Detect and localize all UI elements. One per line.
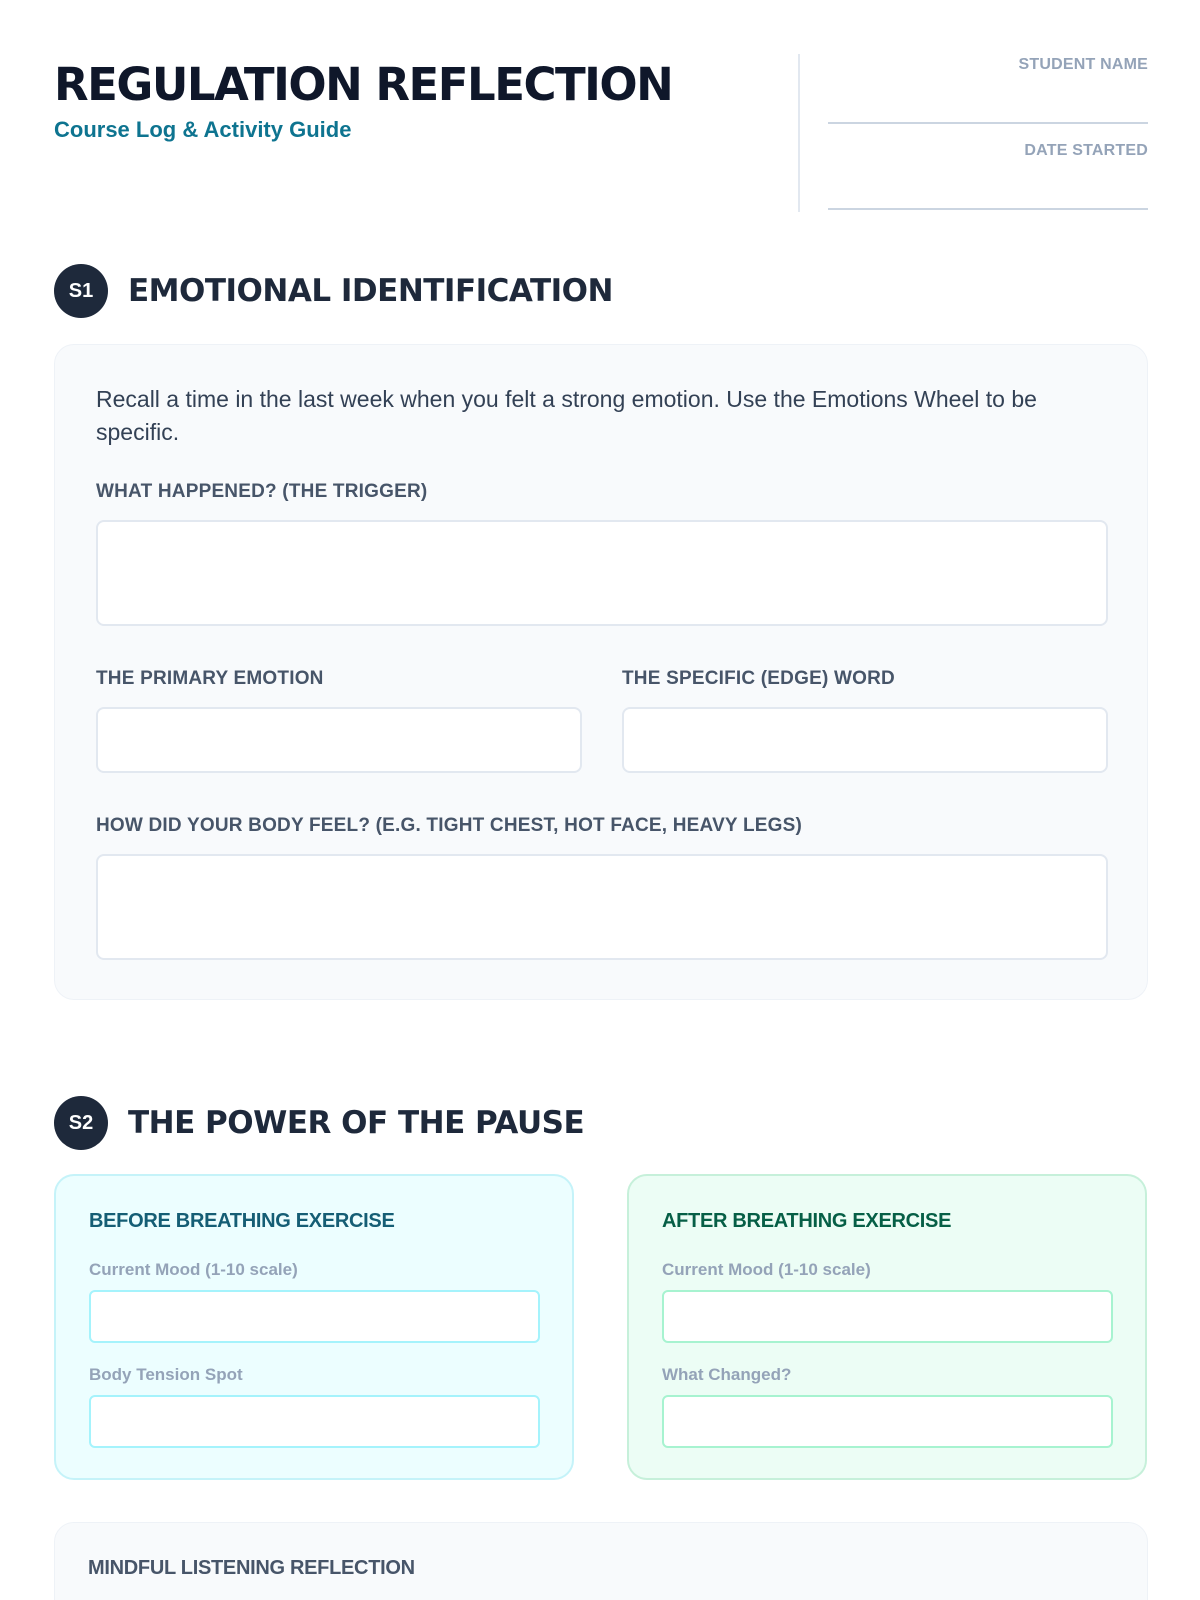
mindful-listening-card [54, 1522, 1148, 1600]
primary-emotion-input[interactable] [96, 707, 582, 773]
body-tension-label: Body Tension Spot [89, 1365, 243, 1384]
section-2-heading [54, 1096, 584, 1150]
after-mood-input[interactable] [662, 1290, 1113, 1343]
before-panel-title: BEFORE BREATHING EXERCISE [89, 1210, 395, 1232]
body-feel-label: HOW DID YOUR BODY FEEL? (E.G. TIGHT CHEST, HOT FACE, HEAVY LEGS) [96, 815, 803, 836]
after-breathing-panel [627, 1174, 1147, 1480]
mindful-listening-title: MINDFUL LISTENING REFLECTION [88, 1557, 415, 1579]
section-1-badge: S1 [54, 264, 108, 318]
section-1-heading [54, 264, 613, 318]
specific-word-label: THE SPECIFIC (EDGE) WORD [622, 668, 895, 689]
body-tension-input[interactable] [89, 1395, 540, 1448]
section-1-intro: Recall a time in the last week when you felt a strong emotion. Use the Emotions Wheel to be specific. [96, 386, 1037, 445]
emotional-identification-card [54, 344, 1148, 1000]
page-subtitle: Course Log & Activity Guide [54, 117, 352, 142]
primary-emotion-label: THE PRIMARY EMOTION [96, 668, 324, 689]
before-mood-input[interactable] [89, 1290, 540, 1343]
after-panel-title: AFTER BREATHING EXERCISE [662, 1210, 952, 1232]
specific-word-input[interactable] [622, 707, 1108, 773]
worksheet-header [54, 54, 1148, 212]
what-changed-label: What Changed? [662, 1365, 792, 1384]
date-started-label: DATE STARTED [1024, 142, 1148, 159]
trigger-label: WHAT HAPPENED? (THE TRIGGER) [96, 481, 428, 502]
section-2-badge: S2 [54, 1096, 108, 1150]
date-started-field[interactable] [828, 140, 1148, 210]
trigger-input[interactable] [96, 520, 1108, 626]
section-2-title: THE POWER OF THE PAUSE [128, 1105, 585, 1141]
header-divider [798, 54, 800, 212]
section-1-title: EMOTIONAL IDENTIFICATION [128, 273, 613, 309]
body-feel-input[interactable] [96, 854, 1108, 960]
page-title: REGULATION REFLECTION [54, 58, 673, 111]
before-breathing-panel [54, 1174, 574, 1480]
what-changed-input[interactable] [662, 1395, 1113, 1448]
before-mood-label: Current Mood (1-10 scale) [89, 1260, 298, 1279]
after-mood-label: Current Mood (1-10 scale) [662, 1260, 871, 1279]
student-name-field[interactable] [828, 54, 1148, 124]
student-name-label: STUDENT NAME [1018, 56, 1148, 73]
